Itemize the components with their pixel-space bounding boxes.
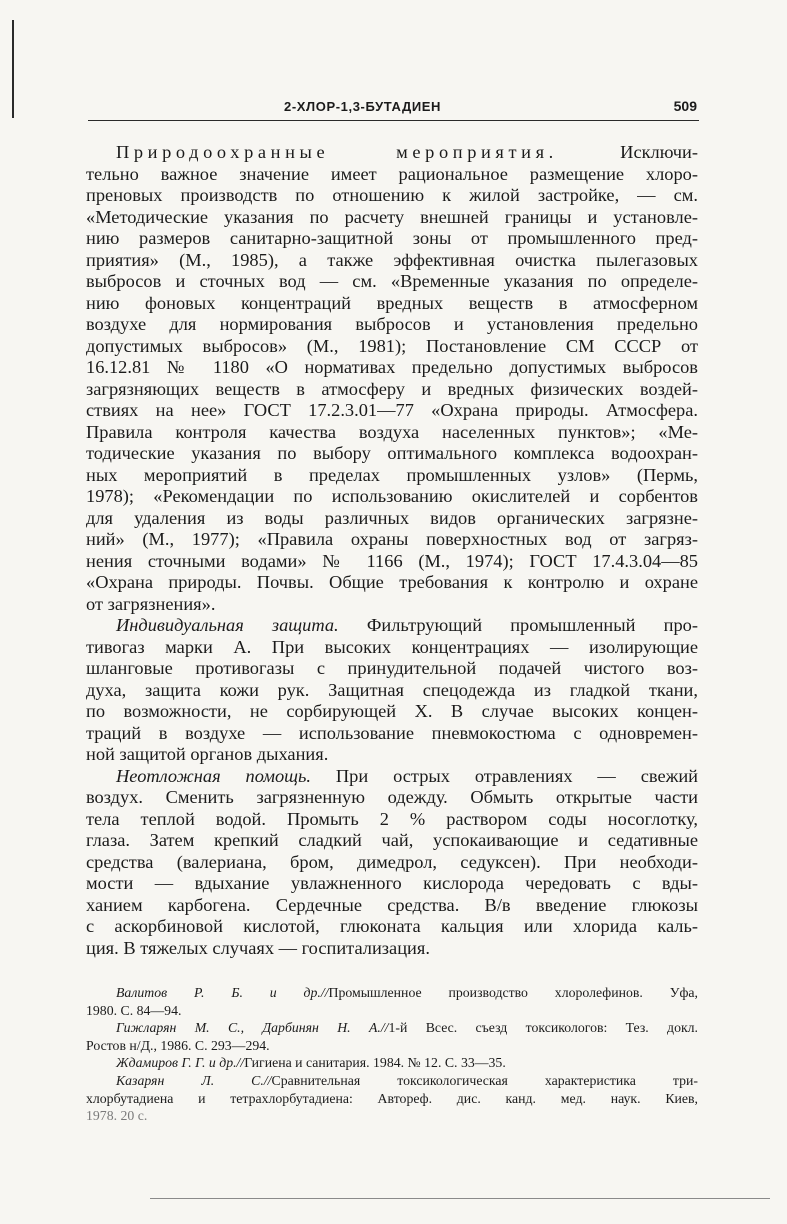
paragraph-line: по возможности, не сорбирующей Х. В случае высоких концен-: [86, 701, 698, 721]
paragraph-line: Неотложная помощь. При острых отравлениях — свежий: [116, 765, 698, 786]
paragraph-line: приятия» (М., 1985), а также эффективная очистка пылегазовых: [86, 249, 698, 270]
reference-entry: Гижларян М. С., Дарбинян Н. А.//1-й Всес. съезд токсикологов: Тез. докл.: [116, 1020, 698, 1036]
paragraph-line: 1978); «Рекомендации по использованию окислителей и сорбентов: [86, 486, 698, 506]
paragraph-line: тельно важное значение имеет рациональное размещение хлоро-: [86, 163, 698, 184]
running-header: [88, 98, 699, 121]
reference-author: Ждамиров Г. Г. и др.//: [116, 1055, 245, 1071]
margin-mark: [12, 20, 14, 118]
paragraph-line: допустимых выбросов» (М., 1981); Постановление СМ СССР от: [86, 335, 698, 356]
reference-line: 1978. 20 с.: [86, 1108, 148, 1124]
reference-line: Ростов н/Д., 1986. С. 293—294.: [86, 1037, 270, 1053]
reference-author: Валитов Р. Б. и др.//: [116, 985, 329, 1000]
reference-entry: Ждамиров Г. Г. и др.//Гигиена и санитария. 1984. № 12. С. 33—35.: [116, 1055, 506, 1071]
paragraph-line: нию фоновых концентраций вредных веществ в атмосферном: [86, 292, 698, 313]
reference-entry: Валитов Р. Б. и др.//Промышленное производство хлоролефинов. Уфа,: [116, 985, 698, 1000]
paragraph-line: ний» (М., 1977); «Правила охраны поверхностных вод от загряз-: [86, 529, 698, 549]
main-text: [86, 142, 698, 959]
paragraph-line: тела теплой водой. Промыть 2 % раствором соды носоглотку,: [86, 808, 698, 829]
paragraph-line: глаза. Затем крепкий сладкий чай, успокаивающие и седативные: [86, 830, 698, 850]
paragraph-line: «Методические указания по расчету внешней границы и установле-: [86, 206, 698, 227]
bottom-rule: [150, 1198, 770, 1199]
paragraph-line: преновых производств по отношению к жилой застройке, — см.: [86, 185, 698, 205]
paragraph-line: ной защитой органов дыхания.: [86, 744, 329, 764]
paragraph-line: средства (валериана, бром, димедрол, седуксен). При необходи-: [86, 851, 698, 872]
section-heading-first-aid: Неотложная помощь.: [116, 765, 311, 786]
paragraph-line: ханием карбогена. Сердечные средства. В/в введение глюкозы: [86, 894, 698, 915]
paragraph-line: ция. В тяжелых случаях — госпитализация.: [86, 937, 430, 958]
paragraph-line: мости — вдыхание увлажненного кислорода чередовать с вды-: [86, 873, 698, 893]
paragraph-line: духа, защита кожи рук. Защитная спецодежда из гладкой ткани,: [86, 679, 698, 700]
paragraph-line: нию размеров санитарно-защитной зоны от промышленного пред-: [86, 228, 698, 248]
paragraph-line: 16.12.81 № 1180 «О нормативах предельно допустимых выбросов: [86, 357, 698, 377]
paragraph-line: от загрязнения».: [86, 593, 216, 614]
reference-list: [86, 984, 698, 1125]
paragraph-line: воздухе для нормирования выбросов и установления предельно: [86, 314, 698, 334]
paragraph-line: ствиях на нее» ГОСТ 17.2.3.01—77 «Охрана природы. Атмосфера.: [86, 400, 698, 420]
reference-entry: Казарян Л. С.//Сравнительная токсикологическая характеристика три-: [116, 1072, 698, 1088]
paragraph-line: траций в воздухе — использование пневмокостюма с одновремен-: [86, 722, 698, 743]
reference-author: Гижларян М. С., Дарбинян Н. А.//: [116, 1020, 389, 1036]
paragraph-line: Правила контроля качества воздуха населенных пунктов»; «Ме-: [86, 421, 698, 442]
paragraph-line: шланговые противогазы с принудительной подачей чистого воз-: [86, 658, 698, 678]
paragraph-line: воздух. Сменить загрязненную одежду. Обмыть открытые части: [86, 787, 698, 807]
paragraph-line: тодические указания по выбору оптимального комплекса водоохран-: [86, 443, 698, 463]
section-heading-environment: Природоохранные мероприятия.: [116, 142, 558, 162]
running-title: 2-ХЛОР-1,3-БУТАДИЕН: [284, 99, 442, 114]
paragraph-line: нения сточными водами» № 1166 (М., 1974); ГОСТ 17.4.3.04—85: [86, 550, 698, 571]
paragraph-line: ных мероприятий в пределах промышленных узлов» (Пермь,: [86, 464, 698, 485]
reference-author: Казарян Л. С.//: [116, 1072, 272, 1088]
section-heading-protection: Индивидуальная защита.: [116, 615, 339, 635]
paragraph-line: выбросов и сточных вод — см. «Временные указания по определе-: [86, 271, 698, 291]
paragraph-line: с аскорбиновой кислотой, глюконата кальция или хлорида каль-: [86, 916, 698, 936]
paragraph-line: загрязняющих веществ в атмосферу и вредных физических воздей-: [86, 378, 698, 399]
paragraph-line: Природоохранные мероприятия. Исключи-: [116, 142, 698, 162]
page-number: 509: [673, 98, 697, 114]
paragraph-line: «Охрана природы. Почвы. Общие требования к контролю и охране: [86, 572, 698, 592]
paragraph-line: для удаления из воды различных видов органических загрязне-: [86, 507, 698, 528]
reference-line: 1980. С. 84—94.: [86, 1002, 182, 1018]
paragraph-line: Индивидуальная защита. Фильтрующий промышленный про-: [116, 615, 698, 635]
paragraph-line: тивогаз марки А. При высоких концентрациях — изолирующие: [86, 636, 698, 657]
reference-line: хлорбутадиена и тетрахлорбутадиена: Автореф. дис. канд. мед. наук. Киев,: [86, 1090, 698, 1106]
